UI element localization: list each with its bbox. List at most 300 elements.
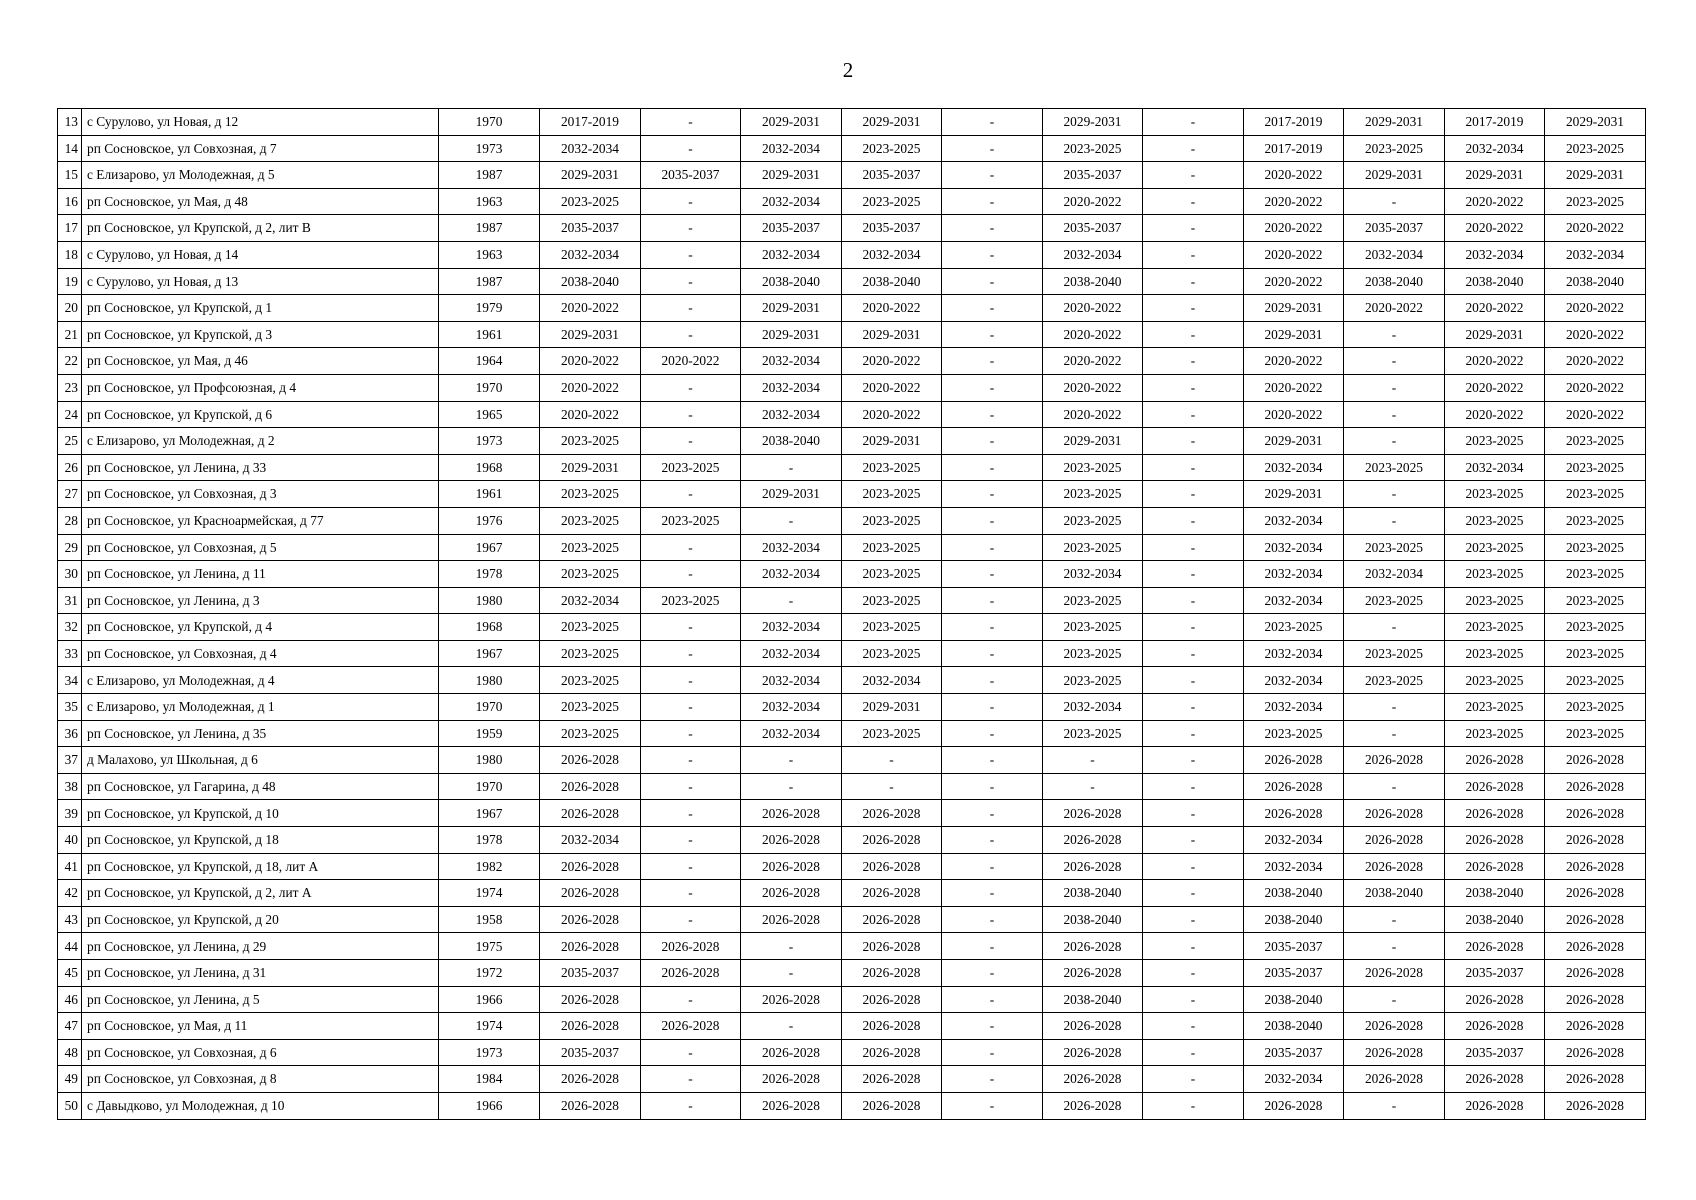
table-row — [58, 880, 1646, 907]
address-cell: рп Сосновское, ул Мая, д 48 — [82, 188, 439, 215]
period-col-10-cell: 2032-2034 — [1244, 853, 1344, 880]
period-col-8-cell: 2038-2040 — [1043, 986, 1143, 1013]
table-row — [58, 614, 1646, 641]
year-built-cell: 1961 — [439, 481, 540, 508]
table-row — [58, 986, 1646, 1013]
row-number-cell: 39 — [58, 800, 82, 827]
period-col-4-cell: - — [641, 986, 741, 1013]
period-col-4-cell: - — [641, 401, 741, 428]
period-col-6-cell: 2020-2022 — [842, 295, 942, 322]
period-col-3-cell: 2032-2034 — [540, 241, 641, 268]
year-built-cell: 1967 — [439, 800, 540, 827]
year-built-cell: 1972 — [439, 960, 540, 987]
period-col-11-cell: 2032-2034 — [1344, 241, 1445, 268]
address-cell: рп Сосновское, ул Крупской, д 2, лит В — [82, 215, 439, 242]
period-col-11-cell: 2026-2028 — [1344, 827, 1445, 854]
year-built-cell: 1975 — [439, 933, 540, 960]
period-col-5-cell: - — [741, 587, 842, 614]
address-cell: рп Сосновское, ул Крупской, д 2, лит А — [82, 880, 439, 907]
period-col-7-cell: - — [942, 640, 1043, 667]
address-cell: с Сурулово, ул Новая, д 12 — [82, 109, 439, 136]
period-col-7-cell: - — [942, 215, 1043, 242]
period-col-6-cell: 2023-2025 — [842, 534, 942, 561]
period-col-13-cell: 2026-2028 — [1545, 1039, 1646, 1066]
period-col-10-cell: 2032-2034 — [1244, 507, 1344, 534]
table-row — [58, 295, 1646, 322]
period-col-5-cell: - — [741, 773, 842, 800]
period-col-3-cell: 2026-2028 — [540, 1066, 641, 1093]
address-cell: рп Сосновское, ул Совхозная, д 5 — [82, 534, 439, 561]
period-col-9-cell: - — [1143, 109, 1244, 136]
period-col-10-cell: 2038-2040 — [1244, 986, 1344, 1013]
period-col-11-cell: 2026-2028 — [1344, 960, 1445, 987]
period-col-12-cell: 2023-2025 — [1445, 428, 1545, 455]
address-cell: с Елизарово, ул Молодежная, д 1 — [82, 694, 439, 721]
year-built-cell: 1963 — [439, 241, 540, 268]
period-col-4-cell: - — [641, 481, 741, 508]
period-col-7-cell: - — [942, 428, 1043, 455]
period-col-11-cell: - — [1344, 906, 1445, 933]
period-col-7-cell: - — [942, 1066, 1043, 1093]
table-row — [58, 800, 1646, 827]
period-col-3-cell: 2023-2025 — [540, 614, 641, 641]
table-row — [58, 1092, 1646, 1119]
period-col-6-cell: 2026-2028 — [842, 853, 942, 880]
period-col-9-cell: - — [1143, 773, 1244, 800]
period-col-8-cell: 2023-2025 — [1043, 454, 1143, 481]
period-col-7-cell: - — [942, 720, 1043, 747]
period-col-11-cell: 2029-2031 — [1344, 162, 1445, 189]
period-col-13-cell: 2026-2028 — [1545, 773, 1646, 800]
table-row — [58, 507, 1646, 534]
table-row — [58, 747, 1646, 774]
period-col-4-cell: - — [641, 534, 741, 561]
table-row — [58, 773, 1646, 800]
row-number-cell: 49 — [58, 1066, 82, 1093]
period-col-7-cell: - — [942, 800, 1043, 827]
period-col-9-cell: - — [1143, 428, 1244, 455]
period-col-6-cell: 2029-2031 — [842, 428, 942, 455]
row-number-cell: 33 — [58, 640, 82, 667]
year-built-cell: 1963 — [439, 188, 540, 215]
row-number-cell: 35 — [58, 694, 82, 721]
period-col-9-cell: - — [1143, 880, 1244, 907]
period-col-12-cell: 2032-2034 — [1445, 454, 1545, 481]
period-col-11-cell: 2026-2028 — [1344, 800, 1445, 827]
year-built-cell: 1980 — [439, 587, 540, 614]
period-col-8-cell: 2032-2034 — [1043, 561, 1143, 588]
period-col-8-cell: 2032-2034 — [1043, 694, 1143, 721]
period-col-12-cell: 2026-2028 — [1445, 773, 1545, 800]
address-cell: рп Сосновское, ул Крупской, д 18 — [82, 827, 439, 854]
period-col-13-cell: 2023-2025 — [1545, 720, 1646, 747]
period-col-5-cell: 2026-2028 — [741, 827, 842, 854]
period-col-8-cell: 2023-2025 — [1043, 534, 1143, 561]
year-built-cell: 1965 — [439, 401, 540, 428]
period-col-6-cell: 2026-2028 — [842, 1013, 942, 1040]
period-col-4-cell: - — [641, 747, 741, 774]
period-col-8-cell: 2023-2025 — [1043, 135, 1143, 162]
year-built-cell: 1959 — [439, 720, 540, 747]
period-col-5-cell: 2038-2040 — [741, 268, 842, 295]
period-col-6-cell: 2023-2025 — [842, 561, 942, 588]
period-col-12-cell: 2026-2028 — [1445, 1013, 1545, 1040]
period-col-3-cell: 2026-2028 — [540, 986, 641, 1013]
row-number-cell: 42 — [58, 880, 82, 907]
period-col-8-cell: 2029-2031 — [1043, 428, 1143, 455]
period-col-13-cell: 2023-2025 — [1545, 561, 1646, 588]
period-col-12-cell: 2017-2019 — [1445, 109, 1545, 136]
period-col-6-cell: 2026-2028 — [842, 960, 942, 987]
period-col-3-cell: 2026-2028 — [540, 906, 641, 933]
address-cell: рп Сосновское, ул Ленина, д 33 — [82, 454, 439, 481]
period-col-10-cell: 2035-2037 — [1244, 960, 1344, 987]
period-col-4-cell: 2023-2025 — [641, 507, 741, 534]
table-row — [58, 428, 1646, 455]
period-col-10-cell: 2026-2028 — [1244, 747, 1344, 774]
address-cell: рп Сосновское, ул Мая, д 11 — [82, 1013, 439, 1040]
period-col-4-cell: - — [641, 667, 741, 694]
period-col-12-cell: 2026-2028 — [1445, 933, 1545, 960]
period-col-10-cell: 2017-2019 — [1244, 135, 1344, 162]
period-col-6-cell: 2020-2022 — [842, 348, 942, 375]
address-cell: рп Сосновское, ул Профсоюзная, д 4 — [82, 374, 439, 401]
period-col-13-cell: 2026-2028 — [1545, 880, 1646, 907]
row-number-cell: 28 — [58, 507, 82, 534]
year-built-cell: 1979 — [439, 295, 540, 322]
period-col-4-cell: 2035-2037 — [641, 162, 741, 189]
row-number-cell: 43 — [58, 906, 82, 933]
period-col-5-cell: 2032-2034 — [741, 534, 842, 561]
period-col-11-cell: - — [1344, 933, 1445, 960]
year-built-cell: 1967 — [439, 640, 540, 667]
row-number-cell: 24 — [58, 401, 82, 428]
period-col-6-cell: 2026-2028 — [842, 933, 942, 960]
period-col-8-cell: 2020-2022 — [1043, 295, 1143, 322]
period-col-6-cell: 2023-2025 — [842, 454, 942, 481]
period-col-8-cell: 2023-2025 — [1043, 481, 1143, 508]
period-col-8-cell: 2023-2025 — [1043, 640, 1143, 667]
period-col-7-cell: - — [942, 1013, 1043, 1040]
period-col-11-cell: - — [1344, 986, 1445, 1013]
period-col-12-cell: 2023-2025 — [1445, 667, 1545, 694]
row-number-cell: 48 — [58, 1039, 82, 1066]
period-col-7-cell: - — [942, 561, 1043, 588]
period-col-5-cell: 2032-2034 — [741, 667, 842, 694]
period-col-3-cell: 2023-2025 — [540, 428, 641, 455]
year-built-cell: 1984 — [439, 1066, 540, 1093]
period-col-3-cell: 2026-2028 — [540, 773, 641, 800]
period-col-12-cell: 2020-2022 — [1445, 348, 1545, 375]
row-number-cell: 21 — [58, 321, 82, 348]
period-col-11-cell: 2032-2034 — [1344, 561, 1445, 588]
period-col-10-cell: 2032-2034 — [1244, 561, 1344, 588]
period-col-9-cell: - — [1143, 747, 1244, 774]
period-col-11-cell: 2020-2022 — [1344, 295, 1445, 322]
period-col-7-cell: - — [942, 1092, 1043, 1119]
period-col-5-cell: 2029-2031 — [741, 109, 842, 136]
period-col-9-cell: - — [1143, 853, 1244, 880]
period-col-8-cell: 2026-2028 — [1043, 827, 1143, 854]
period-col-9-cell: - — [1143, 454, 1244, 481]
period-col-8-cell: 2026-2028 — [1043, 853, 1143, 880]
address-cell: рп Сосновское, ул Ленина, д 31 — [82, 960, 439, 987]
address-cell: рп Сосновское, ул Совхозная, д 4 — [82, 640, 439, 667]
period-col-12-cell: 2023-2025 — [1445, 481, 1545, 508]
period-col-9-cell: - — [1143, 321, 1244, 348]
row-number-cell: 41 — [58, 853, 82, 880]
year-built-cell: 1966 — [439, 1092, 540, 1119]
period-col-7-cell: - — [942, 481, 1043, 508]
period-col-5-cell: - — [741, 933, 842, 960]
table-row — [58, 454, 1646, 481]
year-built-cell: 1961 — [439, 321, 540, 348]
period-col-6-cell: 2032-2034 — [842, 667, 942, 694]
period-col-11-cell: 2038-2040 — [1344, 880, 1445, 907]
period-col-3-cell: 2023-2025 — [540, 534, 641, 561]
period-col-8-cell: 2026-2028 — [1043, 933, 1143, 960]
period-col-7-cell: - — [942, 667, 1043, 694]
period-col-9-cell: - — [1143, 215, 1244, 242]
period-col-4-cell: 2026-2028 — [641, 933, 741, 960]
period-col-4-cell: 2026-2028 — [641, 1013, 741, 1040]
period-col-8-cell: 2020-2022 — [1043, 348, 1143, 375]
period-col-3-cell: 2023-2025 — [540, 694, 641, 721]
period-col-11-cell: - — [1344, 401, 1445, 428]
period-col-10-cell: 2020-2022 — [1244, 241, 1344, 268]
period-col-4-cell: - — [641, 1092, 741, 1119]
table-body — [58, 109, 1646, 1120]
period-col-8-cell: 2038-2040 — [1043, 880, 1143, 907]
period-col-11-cell: 2035-2037 — [1344, 215, 1445, 242]
period-col-5-cell: 2038-2040 — [741, 428, 842, 455]
period-col-11-cell: - — [1344, 614, 1445, 641]
period-col-12-cell: 2023-2025 — [1445, 587, 1545, 614]
period-col-13-cell: 2029-2031 — [1545, 109, 1646, 136]
period-col-12-cell: 2035-2037 — [1445, 1039, 1545, 1066]
period-col-7-cell: - — [942, 321, 1043, 348]
period-col-4-cell: - — [641, 1039, 741, 1066]
year-built-cell: 1974 — [439, 1013, 540, 1040]
period-col-9-cell: - — [1143, 135, 1244, 162]
period-col-5-cell: 2032-2034 — [741, 694, 842, 721]
period-col-12-cell: 2020-2022 — [1445, 401, 1545, 428]
table-row — [58, 561, 1646, 588]
period-col-8-cell: 2023-2025 — [1043, 587, 1143, 614]
table-row — [58, 481, 1646, 508]
period-col-9-cell: - — [1143, 374, 1244, 401]
table-row — [58, 1039, 1646, 1066]
period-col-9-cell: - — [1143, 986, 1244, 1013]
period-col-7-cell: - — [942, 162, 1043, 189]
period-col-3-cell: 2020-2022 — [540, 374, 641, 401]
period-col-6-cell: 2035-2037 — [842, 162, 942, 189]
address-cell: с Сурулово, ул Новая, д 14 — [82, 241, 439, 268]
period-col-4-cell: - — [641, 374, 741, 401]
address-cell: рп Сосновское, ул Крупской, д 18, лит А — [82, 853, 439, 880]
period-col-8-cell: - — [1043, 773, 1143, 800]
period-col-8-cell: 2020-2022 — [1043, 374, 1143, 401]
period-col-10-cell: 2032-2034 — [1244, 667, 1344, 694]
year-built-cell: 1973 — [439, 428, 540, 455]
period-col-6-cell: 2026-2028 — [842, 1092, 942, 1119]
period-col-7-cell: - — [942, 135, 1043, 162]
period-col-9-cell: - — [1143, 667, 1244, 694]
period-col-12-cell: 2032-2034 — [1445, 135, 1545, 162]
period-col-10-cell: 2032-2034 — [1244, 694, 1344, 721]
period-col-9-cell: - — [1143, 507, 1244, 534]
period-col-5-cell: 2029-2031 — [741, 481, 842, 508]
table-row — [58, 401, 1646, 428]
table-row — [58, 853, 1646, 880]
period-col-11-cell: 2023-2025 — [1344, 667, 1445, 694]
period-col-6-cell: 2029-2031 — [842, 109, 942, 136]
period-col-10-cell: 2032-2034 — [1244, 534, 1344, 561]
period-col-3-cell: 2026-2028 — [540, 800, 641, 827]
row-number-cell: 15 — [58, 162, 82, 189]
period-col-5-cell: 2032-2034 — [741, 614, 842, 641]
period-col-13-cell: 2020-2022 — [1545, 321, 1646, 348]
period-col-7-cell: - — [942, 614, 1043, 641]
period-col-7-cell: - — [942, 348, 1043, 375]
period-col-11-cell: - — [1344, 773, 1445, 800]
period-col-6-cell: 2023-2025 — [842, 135, 942, 162]
period-col-10-cell: 2020-2022 — [1244, 401, 1344, 428]
table-row — [58, 188, 1646, 215]
period-col-10-cell: 2020-2022 — [1244, 348, 1344, 375]
period-col-10-cell: 2020-2022 — [1244, 215, 1344, 242]
period-col-3-cell: 2029-2031 — [540, 321, 641, 348]
period-col-7-cell: - — [942, 880, 1043, 907]
period-col-9-cell: - — [1143, 587, 1244, 614]
period-col-5-cell: 2032-2034 — [741, 374, 842, 401]
period-col-4-cell: - — [641, 241, 741, 268]
table-row — [58, 1013, 1646, 1040]
period-col-6-cell: 2035-2037 — [842, 215, 942, 242]
period-col-12-cell: 2020-2022 — [1445, 215, 1545, 242]
period-col-4-cell: 2026-2028 — [641, 960, 741, 987]
period-col-10-cell: 2020-2022 — [1244, 374, 1344, 401]
period-col-8-cell: 2035-2037 — [1043, 215, 1143, 242]
table-row — [58, 215, 1646, 242]
period-col-9-cell: - — [1143, 1066, 1244, 1093]
period-col-8-cell: 2038-2040 — [1043, 268, 1143, 295]
year-built-cell: 1967 — [439, 534, 540, 561]
row-number-cell: 32 — [58, 614, 82, 641]
period-col-9-cell: - — [1143, 268, 1244, 295]
period-col-5-cell: 2032-2034 — [741, 561, 842, 588]
address-cell: рп Сосновское, ул Ленина, д 29 — [82, 933, 439, 960]
period-col-8-cell: 2026-2028 — [1043, 1013, 1143, 1040]
period-col-7-cell: - — [942, 295, 1043, 322]
address-cell: рп Сосновское, ул Совхозная, д 7 — [82, 135, 439, 162]
period-col-5-cell: 2032-2034 — [741, 348, 842, 375]
period-col-9-cell: - — [1143, 827, 1244, 854]
row-number-cell: 20 — [58, 295, 82, 322]
address-cell: с Елизарово, ул Молодежная, д 5 — [82, 162, 439, 189]
period-col-13-cell: 2020-2022 — [1545, 215, 1646, 242]
period-col-4-cell: - — [641, 720, 741, 747]
table-row — [58, 587, 1646, 614]
period-col-13-cell: 2023-2025 — [1545, 135, 1646, 162]
period-col-13-cell: 2023-2025 — [1545, 534, 1646, 561]
row-number-cell: 18 — [58, 241, 82, 268]
year-built-cell: 1970 — [439, 374, 540, 401]
period-col-6-cell: 2026-2028 — [842, 986, 942, 1013]
period-col-5-cell: 2035-2037 — [741, 215, 842, 242]
period-col-4-cell: - — [641, 215, 741, 242]
row-number-cell: 47 — [58, 1013, 82, 1040]
period-col-6-cell: - — [842, 747, 942, 774]
period-col-3-cell: 2023-2025 — [540, 720, 641, 747]
period-col-11-cell: 2026-2028 — [1344, 853, 1445, 880]
period-col-3-cell: 2023-2025 — [540, 507, 641, 534]
period-col-10-cell: 2038-2040 — [1244, 906, 1344, 933]
address-cell: рп Сосновское, ул Крупской, д 6 — [82, 401, 439, 428]
period-col-4-cell: 2023-2025 — [641, 587, 741, 614]
period-col-8-cell: 2029-2031 — [1043, 109, 1143, 136]
period-col-13-cell: 2038-2040 — [1545, 268, 1646, 295]
period-col-6-cell: 2023-2025 — [842, 614, 942, 641]
row-number-cell: 23 — [58, 374, 82, 401]
year-built-cell: 1970 — [439, 109, 540, 136]
period-col-5-cell: 2026-2028 — [741, 800, 842, 827]
year-built-cell: 1978 — [439, 561, 540, 588]
period-col-5-cell: 2026-2028 — [741, 1039, 842, 1066]
period-col-6-cell: 2029-2031 — [842, 694, 942, 721]
row-number-cell: 14 — [58, 135, 82, 162]
period-col-4-cell: - — [641, 906, 741, 933]
row-number-cell: 29 — [58, 534, 82, 561]
period-col-8-cell: - — [1043, 747, 1143, 774]
period-col-13-cell: 2023-2025 — [1545, 428, 1646, 455]
period-col-13-cell: 2023-2025 — [1545, 188, 1646, 215]
address-cell: с Давыдково, ул Молодежная, д 10 — [82, 1092, 439, 1119]
row-number-cell: 25 — [58, 428, 82, 455]
period-col-8-cell: 2023-2025 — [1043, 720, 1143, 747]
period-col-7-cell: - — [942, 534, 1043, 561]
period-col-6-cell: 2038-2040 — [842, 268, 942, 295]
row-number-cell: 44 — [58, 933, 82, 960]
period-col-4-cell: - — [641, 827, 741, 854]
period-col-12-cell: 2023-2025 — [1445, 507, 1545, 534]
period-col-11-cell: 2026-2028 — [1344, 1013, 1445, 1040]
period-col-10-cell: 2020-2022 — [1244, 188, 1344, 215]
period-col-10-cell: 2020-2022 — [1244, 162, 1344, 189]
period-col-7-cell: - — [942, 454, 1043, 481]
period-col-13-cell: 2029-2031 — [1545, 162, 1646, 189]
address-cell: рп Сосновское, ул Совхозная, д 6 — [82, 1039, 439, 1066]
period-col-11-cell: 2038-2040 — [1344, 268, 1445, 295]
period-col-9-cell: - — [1143, 800, 1244, 827]
year-built-cell: 1964 — [439, 348, 540, 375]
period-col-8-cell: 2020-2022 — [1043, 188, 1143, 215]
row-number-cell: 37 — [58, 747, 82, 774]
row-number-cell: 13 — [58, 109, 82, 136]
period-col-11-cell: - — [1344, 188, 1445, 215]
period-col-12-cell: 2038-2040 — [1445, 268, 1545, 295]
period-col-4-cell: 2023-2025 — [641, 454, 741, 481]
period-col-9-cell: - — [1143, 720, 1244, 747]
period-col-12-cell: 2020-2022 — [1445, 188, 1545, 215]
period-col-9-cell: - — [1143, 162, 1244, 189]
period-col-8-cell: 2026-2028 — [1043, 1066, 1143, 1093]
period-col-11-cell: 2026-2028 — [1344, 1039, 1445, 1066]
period-col-4-cell: - — [641, 800, 741, 827]
year-built-cell: 1973 — [439, 135, 540, 162]
period-col-13-cell: 2023-2025 — [1545, 614, 1646, 641]
address-cell: рп Сосновское, ул Крупской, д 3 — [82, 321, 439, 348]
